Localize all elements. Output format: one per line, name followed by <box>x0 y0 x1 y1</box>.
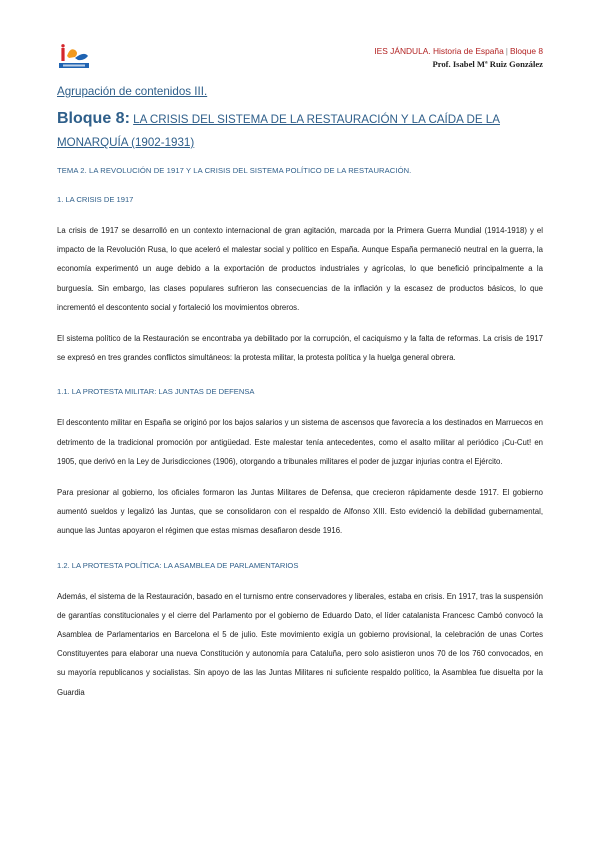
section-heading-1-2: 1.2. LA PROTESTA POLÍTICA: LA ASAMBLEA DE PARLAMENTARIOS <box>57 560 299 570</box>
school-logo-icon <box>57 44 91 70</box>
paragraph: La crisis de 1917 se desarrolló en un contexto internacional de gran agitación, marcada por la Primera Guerra Mundial (1914-1918) y el impacto de la Revolución Rusa, lo que aceleró el malestar social y político en España. Aunque España permaneció neutral en la guerra, la economía experimentó un auge debido a la exportación de productos industriales y agrícolas, lo que benefició principalmente a la burguesía. Sin embargo, las clases populares sufrieron las consecuencias de la inflación y la escasez de productos básicos, lo que incrementó el descontento social y fortaleció los movimientos obreros. <box>57 226 543 312</box>
header-teacher: Prof. Isabel Mª Ruiz González <box>432 59 543 69</box>
header-block: Bloque 8 <box>509 46 543 56</box>
document-body <box>57 85 543 702</box>
paragraph: Además, el sistema de la Restauración, basado en el turnismo entre conservadores y liberales, estaba en crisis. En 1917, tras la suspensión de garantías constitucionales y el cierre del Parlamento por el gobierno de Eduardo Dato, el líder catalanista Francesc Cambó convocó la Asamblea de Parlamentarios en Barcelona el 5 de julio. Este movimiento exigía un gobierno provisional, la celebración de unas Cortes Constituyentes para elaborar una nueva Constitución y autonomía para Cataluña, pero solo asistieron unos 70 de los 760 convocados, en su mayoría republicanos y socialistas. Sin apoyo de las las Juntas Militares ni suficiente respaldo político, la Asamblea fue disuelta por la Guardia <box>57 591 543 697</box>
block-title-text: LA CRISIS DEL SISTEMA DE LA RESTAURACIÓN Y LA CAÍDA DE LA MONARQUÍA (1902-1931) <box>57 113 500 149</box>
header-course-line <box>374 45 543 58</box>
topic-heading: TEMA 2. LA REVOLUCIÓN DE 1917 Y LA CRISIS DEL SISTEMA POLÍTICO DE LA RESTAURACIÓN. <box>57 166 412 175</box>
paragraph: Para presionar al gobierno, los oficiales formaron las Juntas Militares de Defensa, que crecieron rápidamente desde 1917. El gobierno aumentó sueldos y legalizó las Juntas, que se consolidaron con el respaldo de Alfonso XIII. Esto evidenció la debilidad gubernamental, aunque las Juntas apoyaron el régimen que estas mismas desafiaron desde 1916. <box>57 488 543 536</box>
header-school: IES JÁNDULA. Historia de España <box>374 46 504 56</box>
block-number: Bloque 8: <box>57 110 130 127</box>
content-grouping-heading: Agrupación de contenidos III. <box>57 85 208 98</box>
section-heading-1: 1. LA CRISIS DE 1917 <box>57 195 134 204</box>
header-separator: | <box>505 46 508 56</box>
section-heading-1-1: 1.1. LA PROTESTA MILITAR: LAS JUNTAS DE DEFENSA <box>57 387 255 397</box>
paragraph: El descontento militar en España se originó por los bajos salarios y un sistema de ascensos que favorecía a los destinados en Marruecos en detrimento de la tradicional promoción por antigüedad. Este malestar tenía antecedentes, como el asalto militar al periódico ¡Cu-Cut! en 1905, que derivó en la Ley de Jurisdicciones (1906), otorgando a tribunales militares el poder de juzgar injurias contra el Ejército. <box>57 418 543 466</box>
block-title <box>57 107 543 154</box>
page-header <box>374 45 543 71</box>
paragraph: El sistema político de la Restauración se encontraba ya debilitado por la corrupción, el caciquismo y la falta de reformas. La crisis de 1917 se expresó en tres grandes conflictos simultáneos: la protesta militar, la protesta política y la huelga general obrera. <box>57 334 543 363</box>
school-logo <box>57 44 91 70</box>
